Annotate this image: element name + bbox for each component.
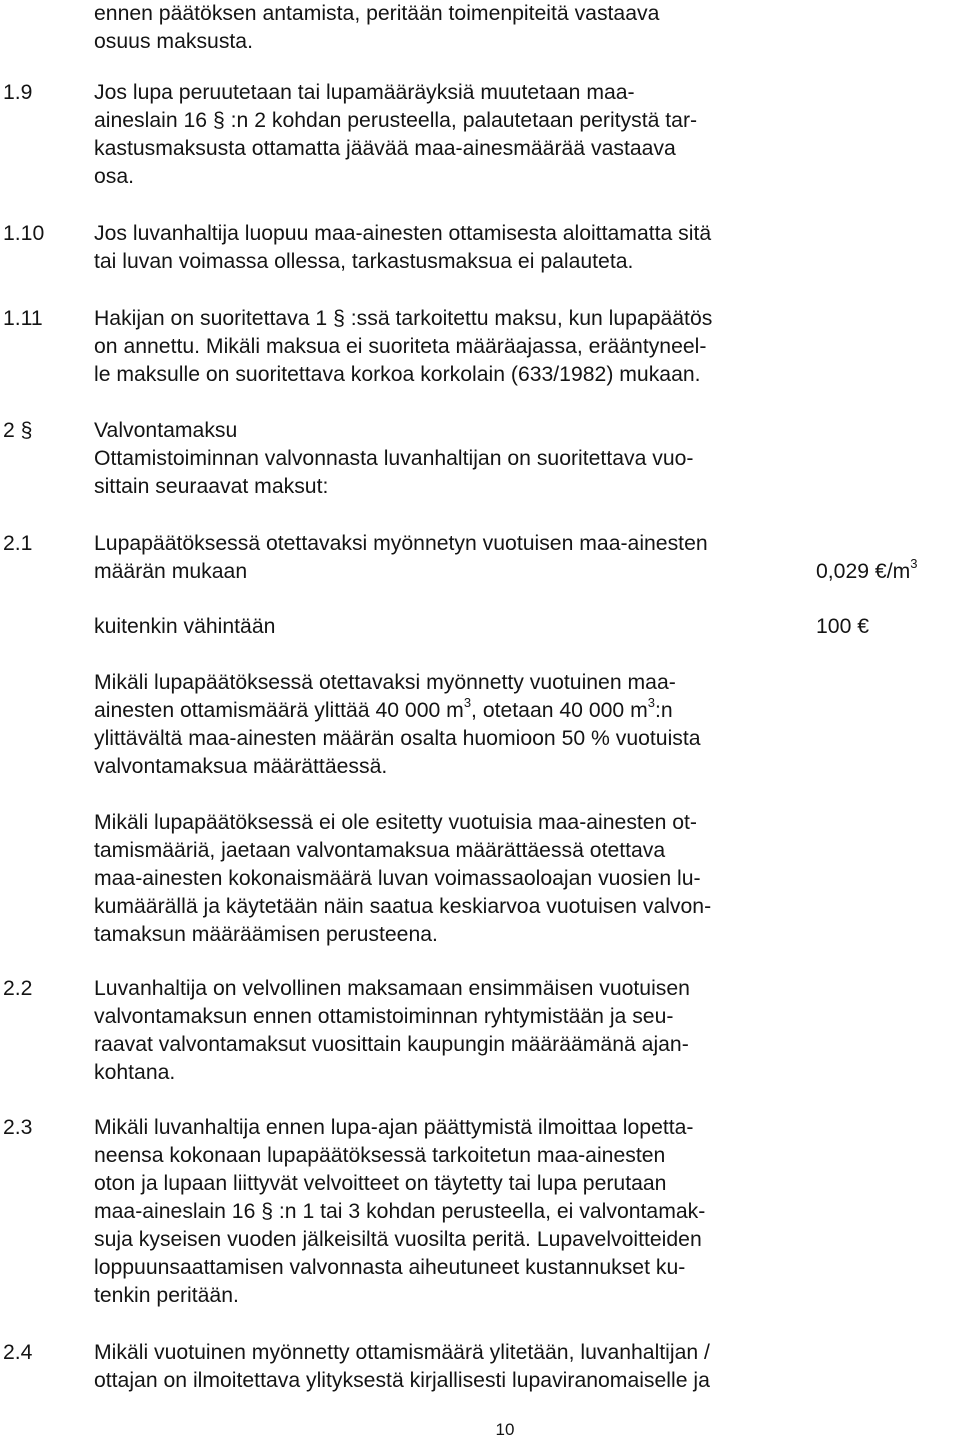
text-line: Jos lupa peruutetaan tai lupamääräyksiä muutetaan maa- [94,81,635,104]
text-line: loppuunsaattamisen valvonnasta aiheutuneet kustannukset ku- [94,1256,686,1279]
text-line: tenkin peritään. [94,1284,239,1307]
text-line: raavat valvontamaksut vuosittain kaupungin määräämänä ajan- [94,1033,689,1056]
rate-exponent: 3 [910,556,918,571]
text-line: neensa kokonaan lupapäätöksessä tarkoitetun maa-ainesten [94,1144,666,1167]
section-number: 2.1 [3,532,33,555]
text-line: Mikäli luvanhaltija ennen lupa-ajan päättymistä ilmoittaa lopetta- [94,1116,694,1139]
text-line: valvontamaksua määrättäessä. [94,755,388,778]
text-line: Mikäli lupapäätöksessä ei ole esitetty vuotuisia maa-ainesten ot- [94,811,697,834]
text-line: Lupapäätöksessä otettavaksi myönnetyn vuotuisen maa-ainesten [94,532,708,555]
text-line: valvontamaksun ennen ottamistoiminnan ryhtymistään ja seu- [94,1005,674,1028]
rate-value [816,558,917,586]
text-fragment: :n [654,699,673,722]
text-line: osa. [94,165,135,188]
section-number: 2.3 [3,1116,33,1139]
section-number: 2.2 [3,977,33,1000]
text-line: määrän mukaan [94,560,248,583]
text-line: maa-ainesten kokonaismäärä luvan voimassaoloajan vuosien lu- [94,867,701,890]
exponent: 3 [463,695,472,710]
text-line: osuus maksusta. [94,30,253,53]
text-line: kastusmaksusta ottamatta jäävää maa-ainesmäärää vastaava [94,137,676,160]
text-line: Luvanhaltija on velvollinen maksamaan ensimmäisen vuotuisen [94,977,690,1000]
text-line: on annettu. Mikäli maksua ei suoriteta määräajassa, erääntyneel- [94,335,707,358]
section-number: 2 § [3,419,33,442]
exponent: 3 [647,695,655,710]
section-number: 1.11 [3,307,43,330]
text-line: tamismääriä, jaetaan valvontamaksua määrättäessä otettava [94,839,666,862]
text-line: maa-aineslain 16 § :n 1 tai 3 kohdan perusteella, ei valvontamak- [94,1200,706,1223]
section-title: Valvontamaksu [94,419,238,442]
text-line: oton ja lupaan liittyvät velvoitteet on täytetty tai lupa perutaan [94,1172,667,1195]
min-value: 100 € [816,615,870,638]
text-line: tamaksun määräämisen perusteena. [94,923,438,946]
text-line: Jos luvanhaltija luopuu maa-ainesten ottamisesta aloittamatta sitä [94,222,712,245]
text-line: aineslain 16 § :n 2 kohdan perusteella, palautetaan peritystä tar- [94,109,698,132]
text-line: Mikäli lupapäätöksessä otettavaksi myönnetty vuotuinen maa- [94,671,676,694]
text-line: Ottamistoiminnan valvonnasta luvanhaltijan on suoritettava vuo- [94,447,694,470]
text-line: kohtana. [94,1061,176,1084]
section-number: 2.4 [3,1341,33,1364]
text-line: kumäärällä ja käytetään näin saatua keskiarvoa vuotuisen valvon- [94,895,712,918]
min-label: kuitenkin vähintään [94,615,276,638]
text-line: sittain seuraavat maksut: [94,475,329,498]
section-number: 1.10 [3,222,45,245]
text-line: tai luvan voimassa ollessa, tarkastusmaksua ei palauteta. [94,250,634,273]
text-line: Mikäli vuotuinen myönnetty ottamismäärä ylitetään, luvanhaltijan / [94,1341,710,1364]
text-fragment: , otetaan 40 000 m [471,699,648,722]
text-line: suja kyseisen vuoden jälkeisiltä vuosilta peritä. Lupavelvoitteiden [94,1228,702,1251]
text-line [94,697,673,725]
section-number: 1.9 [3,81,33,104]
text-line: ylittävältä maa-ainesten määrän osalta huomioon 50 % vuotuista [94,727,701,750]
text-line: Hakijan on suoritettava 1 § :ssä tarkoitettu maksu, kun lupapäätös [94,307,713,330]
rate-text: 0,029 €/m [816,560,911,583]
text-line: ennen päätöksen antamista, peritään toimenpiteitä vastaava [94,2,660,25]
page-number: 10 [495,1420,515,1439]
text-fragment: ainesten ottamismäärä ylittää 40 000 m [94,699,464,722]
text-line: le maksulle on suoritettava korkoa korkolain (633/1982) mukaan. [94,363,701,386]
text-line: ottajan on ilmoitettava ylityksestä kirjallisesti lupaviranomaiselle ja [94,1369,710,1392]
